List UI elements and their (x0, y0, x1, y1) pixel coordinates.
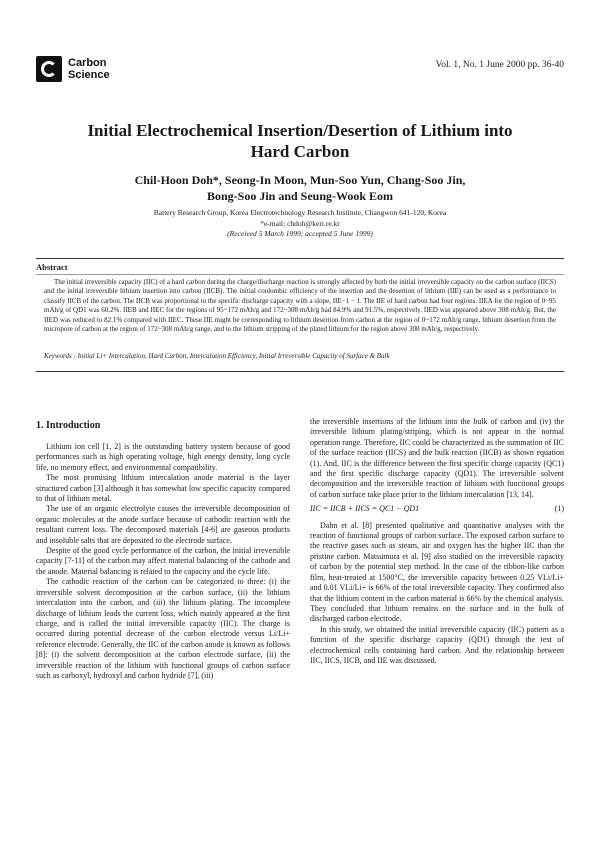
paragraph: The use of an organic electrolyte causes the irreversible decomposition of organic molecules at the anode surface because of cathodic reaction with the resultant current loss. The decomposed materials [4-6] are gaseous products and insoluble salts that are deposited to the electrode surface. (36, 504, 290, 545)
affiliation: Battery Research Group, Korea Electrotechnology Research Institute, Changwon 641-120, Korea (153, 208, 447, 217)
left-column (36, 420, 290, 681)
author-list (40, 172, 560, 204)
authors-line-2: Bong-Soo Jin and Seung-Wook Eom (206, 189, 394, 203)
authors-line-1: Chil-Hoon Doh*, Seong-In Moon, Mun-Soo Yun, Chang-Soo Jin, (134, 173, 466, 187)
email: *e-mail: chdoh@keri.re.kr (260, 218, 340, 228)
equation-1 (310, 504, 564, 514)
paragraph: The cathodic reaction of the carbon can be categorized to three: (i) the irreversible solvent decomposition at the carbon surface, (ii) the lithium intercalation into the carbon, and (iii) the lithium plating. The incomplete discharge of lithium leads the current loss, which mainly appeared at the first charge, and is called the initial irreversible capacity (IIC). The charge is occurred during potential decrease of the carbon electrode versus Li/Li+ reference electrode. Generally, the IIC of the carbon anode is known as follows [8]: (i) the solvent decomposition at the carbon electrode surface, (ii) the irreversible reaction of the lithium with functional groups of carbon surface such as carboxyl, hydroxyl and carbon hydride [7], (iii) (36, 577, 290, 680)
paragraph: Despite of the good cycle performance of the carbon, the initial irreversible capacity [7-11] of the carbon may affect material balancing of the cathode and the anode. Material balancing is related to the capacity and the cycle life. (36, 546, 290, 576)
abstract-body: The initial irreversible capacity (IIC) of a hard carbon during the charge/discharge reaction is strongly affected by both the initial irreversible capacity on the carbon surface (IICS) and the initial irreversible lithium insertion into carbon (IICB). The initial coulombic efficiency of the insertion and the desertion of lithium (IIE) can be used as a performance to classify IICB of the carbon. The IICB was proportional to the specific discharge capacity with a slope, IIE−1 − 1. The IIE of hard carbon had four regions. IIEA for the region of 0~95 mAh/g of QD1 was 60.2%. IIEB and IIEC for the regions of 95~172 mAh/g and 172~308 mAh/g had 84.9% and 91.5%, respectively. IIED was appeared above 308 mAh/g. But, the IIED was reduced to 82.1% compared with IIEC. These IIE might be corresponding to lithium desertion from carbon at the region of 0~172 mAh/g range, lithium desertion from the micropore of carbon at the region of 172~308 mAh/g range, and to the lithium stripping of the plated lithium for the region above 308 mAh/g, respectively. (44, 278, 556, 334)
abstract-divider (36, 274, 564, 275)
logo-line-1: Carbon (68, 57, 107, 69)
paragraph: The most promising lithium intercalation anode material is the layer structured carbon [3] although it has somewhat low specific capacity compared to that of lithium metal. (36, 473, 290, 504)
keywords: Keywords : Initial Li+ Intercalation, Hard Carbon, Intercalation Efficiency, Initial Irreversible Capacity of Surface & Bulk (44, 352, 390, 360)
paper-title (40, 120, 560, 162)
affiliation-block (40, 208, 560, 240)
journal-citation: Vol. 1, No. 1 June 2000 pp. 36-40 (435, 60, 564, 70)
abstract-title: Abstract (36, 262, 68, 272)
received-dates: (Received 5 March 1999; accepted 5 June 1999) (227, 229, 373, 238)
title-line-1: Initial Electrochemical Insertion/Desertion of Lithium into (87, 121, 513, 140)
title-line-2: Hard Carbon (250, 142, 350, 161)
logo-line-2: Science (68, 69, 110, 81)
equation-number: (1) (554, 504, 564, 514)
equation-text: IIC = IICB + IICS = QC1 − QD1 (310, 504, 420, 514)
paragraph: Dahn et al. [8] presented qualitative and quantitative analyses with the reaction of functional groups of carbon surface. The exposed carbon surface to the reactive gases such as steam, air and oxygen has the higher IIC than the pristine carbon. Matsumura et al. [9] also studied on the irreversible capacity of carbon by the potential step method. In the case of the ribbon-like carbon film, heat-treated at 1500°C, the irreversible capacity between 0.25 VLi/Li+ and 0.01 VLi/Li+ is 66% of the total irreversible capacity. They confirmed also that the lithium content in the carbon material is 66% by the chemical analysis. They concluded that lithium remains on the surface and in the bulk of discharged carbon electrode. (310, 520, 564, 624)
paragraph: Lithium ion cell [1, 2] is the outstanding battery system because of good performances such as high operating voltage, high energy density, long cycle life, no memory effect, and environmental compatibility. (36, 442, 290, 472)
logo-text (68, 57, 110, 81)
section-heading: 1. Introduction (36, 420, 101, 431)
paragraph: the irreversible insertions of the lithium into the bulk of carbon and (iv) the irreversible lithium plating/striping, which is not appear in the normal operation range. Therefore, IIC could be characterized as the summation of IIC of the surface reaction (IICS) and the bulk reaction (IICB) as shown equation (1). And, IIC is the difference between the first specific charge capacity (QC1) and the first specific discharge capacity (QD1). The irreversible solvent decomposition and the irreversible reaction of lithium with functional groups of carbon surface take place prior to the lithium intercalation [13, 14]. (310, 417, 564, 499)
paragraph: In this study, we obtained the initial irreversible capacity (IIC) pattern as a function of the specific discharge capacity (QD1) through the test of electrochemical cells containing hard carbon. And the relationship between IIC, IICS, IICB, and IIE was discussed. (310, 624, 564, 665)
journal-logo (36, 56, 110, 82)
right-column (310, 417, 564, 666)
carbon-logo-icon (36, 56, 62, 82)
